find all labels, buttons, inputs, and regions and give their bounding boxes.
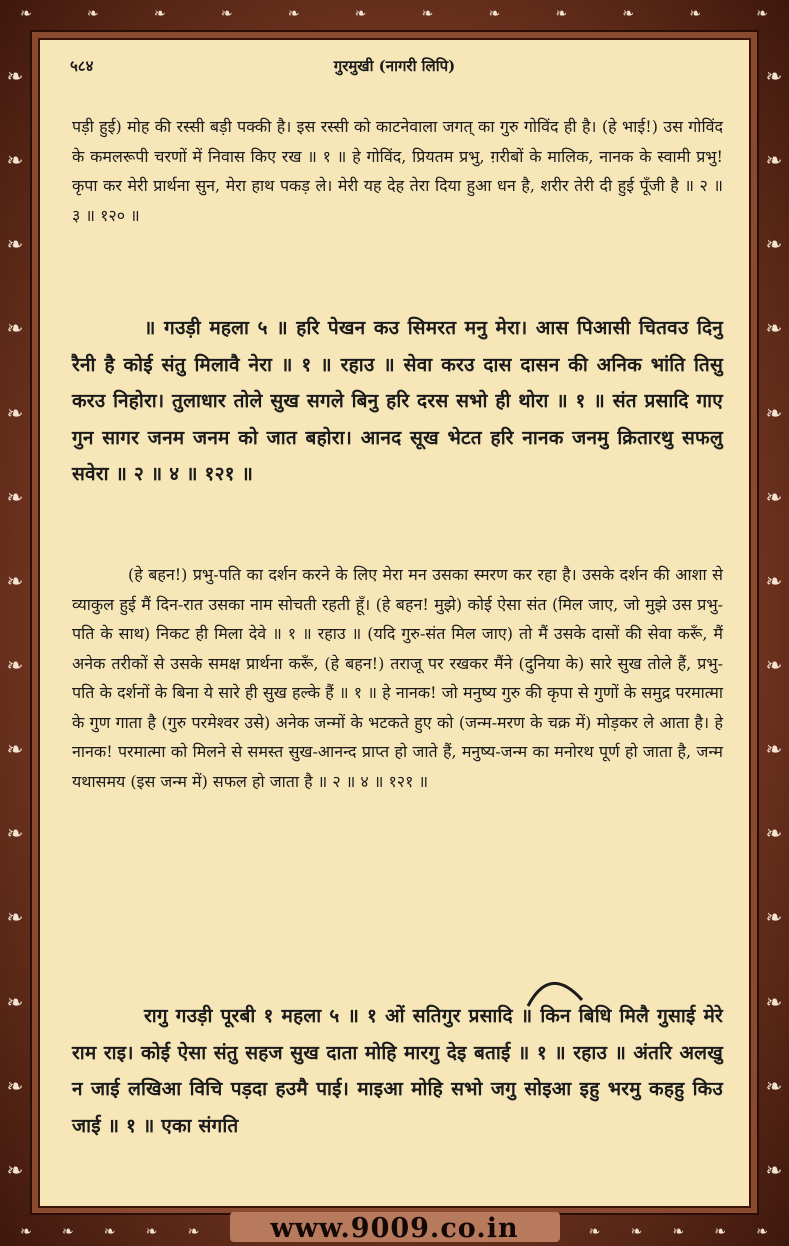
swirl-icon: ❧ (6, 1073, 24, 1098)
swirl-icon: ❧ (765, 484, 783, 509)
swirl-icon: ❧ (6, 400, 24, 425)
swirl-icon: ❧ (6, 1157, 24, 1182)
swirl-icon: ❧ (765, 1157, 783, 1182)
swirl-icon: ❧ (6, 821, 24, 846)
swirl-icon: ❧ (6, 484, 24, 509)
page-title: गुरमुखी (नागरी लिपि) (333, 57, 456, 75)
swirl-icon: ❧ (421, 6, 435, 22)
swirl-icon: ❧ (6, 989, 24, 1014)
swirl-icon: ❧ (689, 6, 702, 22)
page-number: ५८४ (70, 57, 94, 75)
swirl-icon: ❧ (756, 6, 769, 22)
swirl-icon: ❧ (714, 1224, 728, 1240)
swirl-icon: ❧ (6, 148, 24, 173)
frame-ornament-right (763, 34, 785, 1212)
swirl-icon: ❧ (145, 1224, 159, 1240)
gurbani-verse-2 (72, 998, 723, 1144)
swirl-icon: ❧ (6, 316, 24, 341)
swirl-icon: ❧ (672, 1224, 686, 1240)
page-header (40, 56, 749, 80)
swirl-icon: ❧ (765, 316, 783, 341)
swirl-icon: ❧ (765, 905, 783, 930)
frame-ornament-left (4, 34, 26, 1212)
swirl-icon: ❧ (765, 400, 783, 425)
swirl-icon: ❧ (622, 6, 636, 22)
swirl-icon: ❧ (220, 6, 234, 22)
verse-text: रागु गउड़ी पूरबी १ महला ५ ॥ १ ओं सतिगुर प्रसादि ॥ किन बिधि मिलै गुसाई मेरे राम राइ। कोई ऐसा संतु सहज सुख दाता मोहि मारगु देइ बताई ॥ १ ॥ रहाउ ॥ अंतरि अलखु न जाई लखिआ विचि पड़दा हउमै पाई। माइआ मोहि सभो जगु सोइआ इहु भरमु कहहु किउ जाई ॥ १ ॥ एका संगति (72, 1005, 723, 1137)
swirl-icon: ❧ (488, 6, 502, 22)
swirl-icon: ❧ (6, 905, 24, 930)
swirl-icon: ❧ (756, 1224, 769, 1240)
swirl-icon: ❧ (588, 1224, 602, 1240)
swirl-icon: ❧ (6, 64, 24, 89)
swirl-icon: ❧ (765, 989, 783, 1014)
verse-text: ॥ गउड़ी महला ५ ॥ हरि पेखन कउ सिमरत मनु मेरा। आस पिआसी चितवउ दिनु रैनी है कोई संतु मिलावै नेरा ॥ १ ॥ रहाउ ॥ सेवा करउ दास दासन की अनिक भांति तिसु करउ निहोरा। तुलाधार तोले सुख सगले बिनु हरि दरस सभो ही थोरा ॥ १ ॥ संत प्रसादि गाए गुन सागर जनम जनम को जात बहोरा। आनद सूख भेटत हरि नानक जनमु क्रितारथु सफलु सवेरा ॥ २ ॥ ४ ॥ १२१ ॥ (72, 317, 723, 485)
swirl-icon: ❧ (555, 6, 569, 22)
translation-paragraph-2 (72, 560, 723, 796)
swirl-icon: ❧ (765, 653, 783, 678)
swirl-icon: ❧ (765, 821, 783, 846)
swirl-icon: ❧ (6, 653, 24, 678)
frame-ornament-top (20, 6, 769, 22)
swirl-icon: ❧ (765, 148, 783, 173)
swirl-icon: ❧ (354, 6, 368, 22)
swirl-icon: ❧ (6, 737, 24, 762)
swirl-icon: ❧ (20, 1224, 33, 1240)
swirl-icon: ❧ (630, 1224, 644, 1240)
translation-paragraph-1: पड़ी हुई) मोह की रस्सी बड़ी पक्की है। इस रस्सी को काटनेवाला जगत् का गुरु गोविंद ही है। (हे भाई!) उस गोविंद के कमलरूपी चरणों में निवास किए रख ॥ १ ॥ हे गोविंद, प्रियतम प्रभु, ग़रीबों के मालिक, नानक के स्वामी प्रभु! कृपा कर मेरी प्रार्थना सुन, मेरा हाथ पकड़ ले। मेरी यह देह तेरा दिया हुआ धन है, शरीर तेरी दी हुई पूँजी है ॥ २ ॥ ३ ॥ १२० ॥ (72, 117, 723, 225)
swirl-icon: ❧ (153, 6, 167, 22)
swirl-icon: ❧ (765, 568, 783, 593)
swirl-icon: ❧ (287, 6, 301, 22)
swirl-icon: ❧ (86, 6, 100, 22)
swirl-icon: ❧ (765, 1073, 783, 1098)
swirl-icon: ❧ (765, 737, 783, 762)
swirl-icon: ❧ (187, 1224, 201, 1240)
watermark-url: www.9009.co.in (270, 1213, 519, 1244)
swirl-icon: ❧ (765, 232, 783, 257)
scanned-page (38, 38, 751, 1208)
swirl-icon: ❧ (765, 64, 783, 89)
swirl-icon: ❧ (20, 6, 33, 22)
swirl-icon: ❧ (61, 1224, 75, 1240)
paragraph-text: (हे बहन!) प्रभु-पति का दर्शन करने के लिए मेरा मन उसका स्मरण कर रहा है। उसके दर्शन की आशा से व्याकुल हुई मैं दिन-रात उसका नाम सोचती रहती हूँ। (हे बहन! मुझे) कोई ऐसा संत (मिल जाए, जो मुझे उस प्रभु-पति के साथ) निकट ही मिला देवे ॥ १ ॥ रहाउ ॥ (यदि गुरु-संत मिल जाए) तो मैं उसके दासों की सेवा करूँ, मैं अनेक तरीकों से उसके समक्ष प्रार्थना करूँ, (हे बहन!) तराजू पर रखकर मैंने (दुनिया के) सारे सुख तोले हैं, प्रभु-पति के दर्शनों के बिना ये सारे ही सुख हल्के हैं ॥ १ ॥ हे नानक! जो मनुष्य गुरु की कृपा से गुणों के समुद्र परमात्मा के गुण गाता है (गुरु परमेश्वर उसे) अनेक जन्मों के भटकते हुए को (जन्म-मरण के चक्र में) मोड़कर ले आता है। हे नानक! परमात्मा को मिलने से समस्त सुख-आनन्द प्राप्त हो जाते हैं, मनुष्य-जन्म का मनोरथ पूर्ण हो जाता है, जन्म यथासमय (इस जन्म में) सफल हो जाता है ॥ २ ॥ ४ ॥ १२१ ॥ (72, 565, 723, 791)
gurbani-verse-1 (72, 310, 723, 493)
swirl-icon: ❧ (6, 232, 24, 257)
swirl-icon: ❧ (103, 1224, 117, 1240)
swirl-icon: ❧ (6, 568, 24, 593)
